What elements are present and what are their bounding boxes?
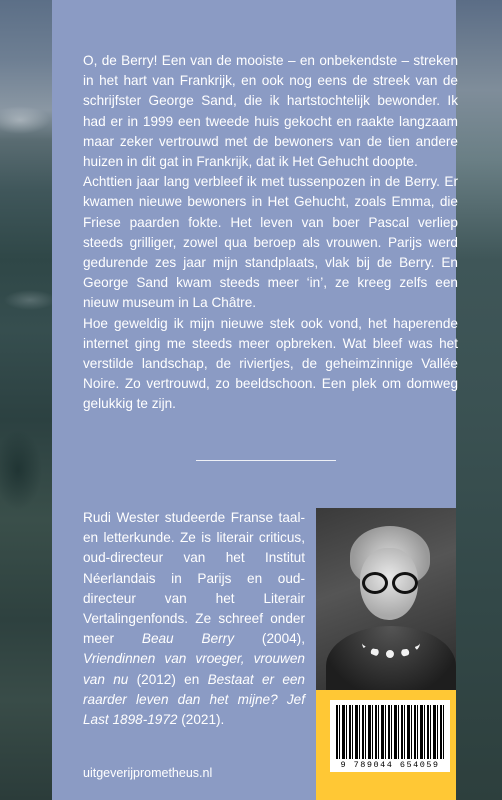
landscape-photo-left <box>0 0 52 800</box>
isbn-barcode <box>330 700 450 772</box>
bio-book-1-year: (2004), <box>234 631 305 647</box>
publisher-url: uitgeverijprometheus.nl <box>83 766 213 780</box>
landscape-photo-right <box>456 0 502 800</box>
author-photo <box>316 508 456 690</box>
bio-intro: Rudi Wester studeerde Franse taal- en letterkunde. Ze is literair criticus, oud-directeur van het Institut Néerlandais in Parijs en oud-directeur van het Literair Vertalingenfonds. Ze schreef onder meer <box>83 510 305 647</box>
section-divider <box>196 460 336 461</box>
blurb-paragraph-1: O, de Berry! Een van de mooiste – en onbekendste – streken in het hart van Frankrijk, en ook nog eens de streek van de schrijfster George Sand, die ik hartstochtelijk bewonder. Ik had er in 1999 een tweede huis gekocht en raakte langzaam maar zeker vertrouwd met de bewoners van de tien andere huizen in dit gat in Frankrijk, dat ik Het Gehucht doopte. <box>83 53 458 170</box>
bio-book-2-year: (2012) en <box>128 671 208 687</box>
bio-book-1-title: Beau Berry <box>141 631 235 647</box>
bio-book-2-title: Vriendinnen van vroeger, vrouwen van nu <box>83 651 305 687</box>
blurb-paragraph-2: Achttien jaar lang verbleef ik met tussenpozen in de Berry. Er kwamen nieuwe bewoners in Het Gehucht, zoals Emma, die Friese paarden fokte. Het leven van boer Pascal verliep steeds grilliger, zowel qua beroep als vrouwen. Parijs werd gedurende zes jaar mijn standplaats, vlak bij de Berry. En George Sand kwam steeds meer ‘in’, ze kreeg zelfs een nieuw museum in La Châtre. <box>83 174 458 311</box>
barcode-digits: 9 789044 654059 <box>340 760 440 770</box>
bio-book-3-year: (2021). <box>177 712 225 728</box>
back-cover-blurb <box>83 51 458 415</box>
glasses-icon <box>362 572 418 590</box>
author-bio <box>83 508 305 730</box>
bio-book-3-title: Bestaat er een raarder leven dan het mijne? Jef Last 1898-1972 <box>83 671 305 728</box>
barcode-bars <box>336 705 444 759</box>
blurb-paragraph-3: Hoe geweldig ik mijn nieuwe stek ook vond, het haperende internet ging me steeds meer opbreken. Wat bleef was het verstilde landschap, de riviertjes, de geheimzinnige Vallée Noire. Zo vertrouwd, zo beeldschoon. Een plek om domweg gelukkig te zijn. <box>83 315 458 412</box>
